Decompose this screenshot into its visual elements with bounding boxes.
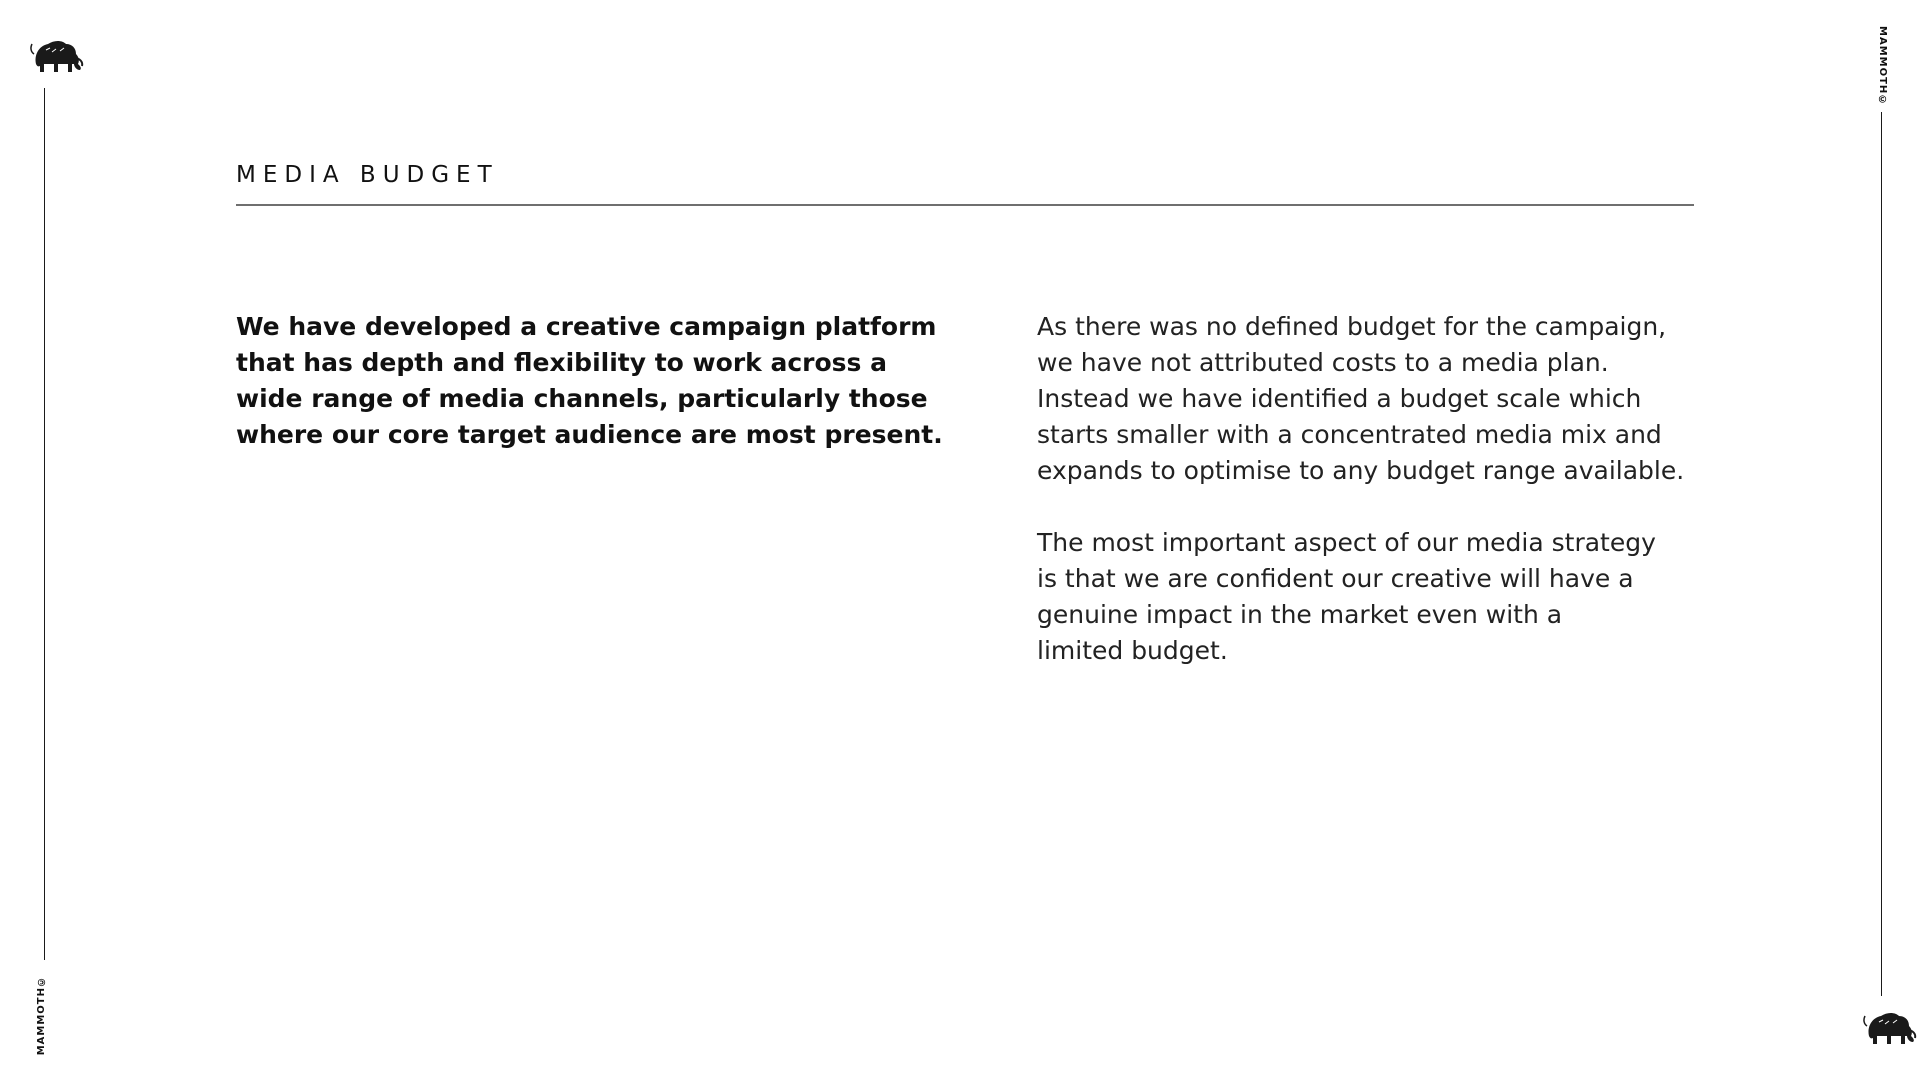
body-line: starts smaller with a concentrated media mix and [1037,420,1662,449]
intro-line: wide range of media channels, particularly those [236,384,928,413]
body-paragraph [1037,309,1687,489]
page-title: MEDIA BUDGET [236,162,499,188]
body-line: The most important aspect of our media strategy [1037,528,1656,557]
intro-line: where our core target audience are most present. [236,420,943,449]
body-line: we have not attributed costs to a media plan. [1037,348,1609,377]
left-vertical-rule [44,88,45,960]
brand-wordmark-right: MAMMOTH© [1877,26,1888,107]
body-line: expands to optimise to any budget range available. [1037,456,1685,485]
body-line: As there was no defined budget for the campaign, [1037,312,1667,341]
body-text [1037,309,1687,705]
title-divider [236,204,1694,206]
body-line: genuine impact in the market even with a [1037,600,1563,629]
mammoth-logo-icon [28,34,84,76]
intro-line: We have developed a creative campaign platform [236,312,937,341]
mammoth-logo-icon [1861,1006,1917,1048]
body-line: is that we are confident our creative will have a [1037,564,1634,593]
body-line: limited budget. [1037,636,1228,665]
right-vertical-rule [1881,112,1882,996]
intro-text [236,309,943,453]
brand-wordmark-left: MAMMOTH© [36,975,47,1056]
body-paragraph [1037,525,1687,669]
body-line: Instead we have identified a budget scale which [1037,384,1642,413]
intro-line: that has depth and flexibility to work across a [236,348,888,377]
